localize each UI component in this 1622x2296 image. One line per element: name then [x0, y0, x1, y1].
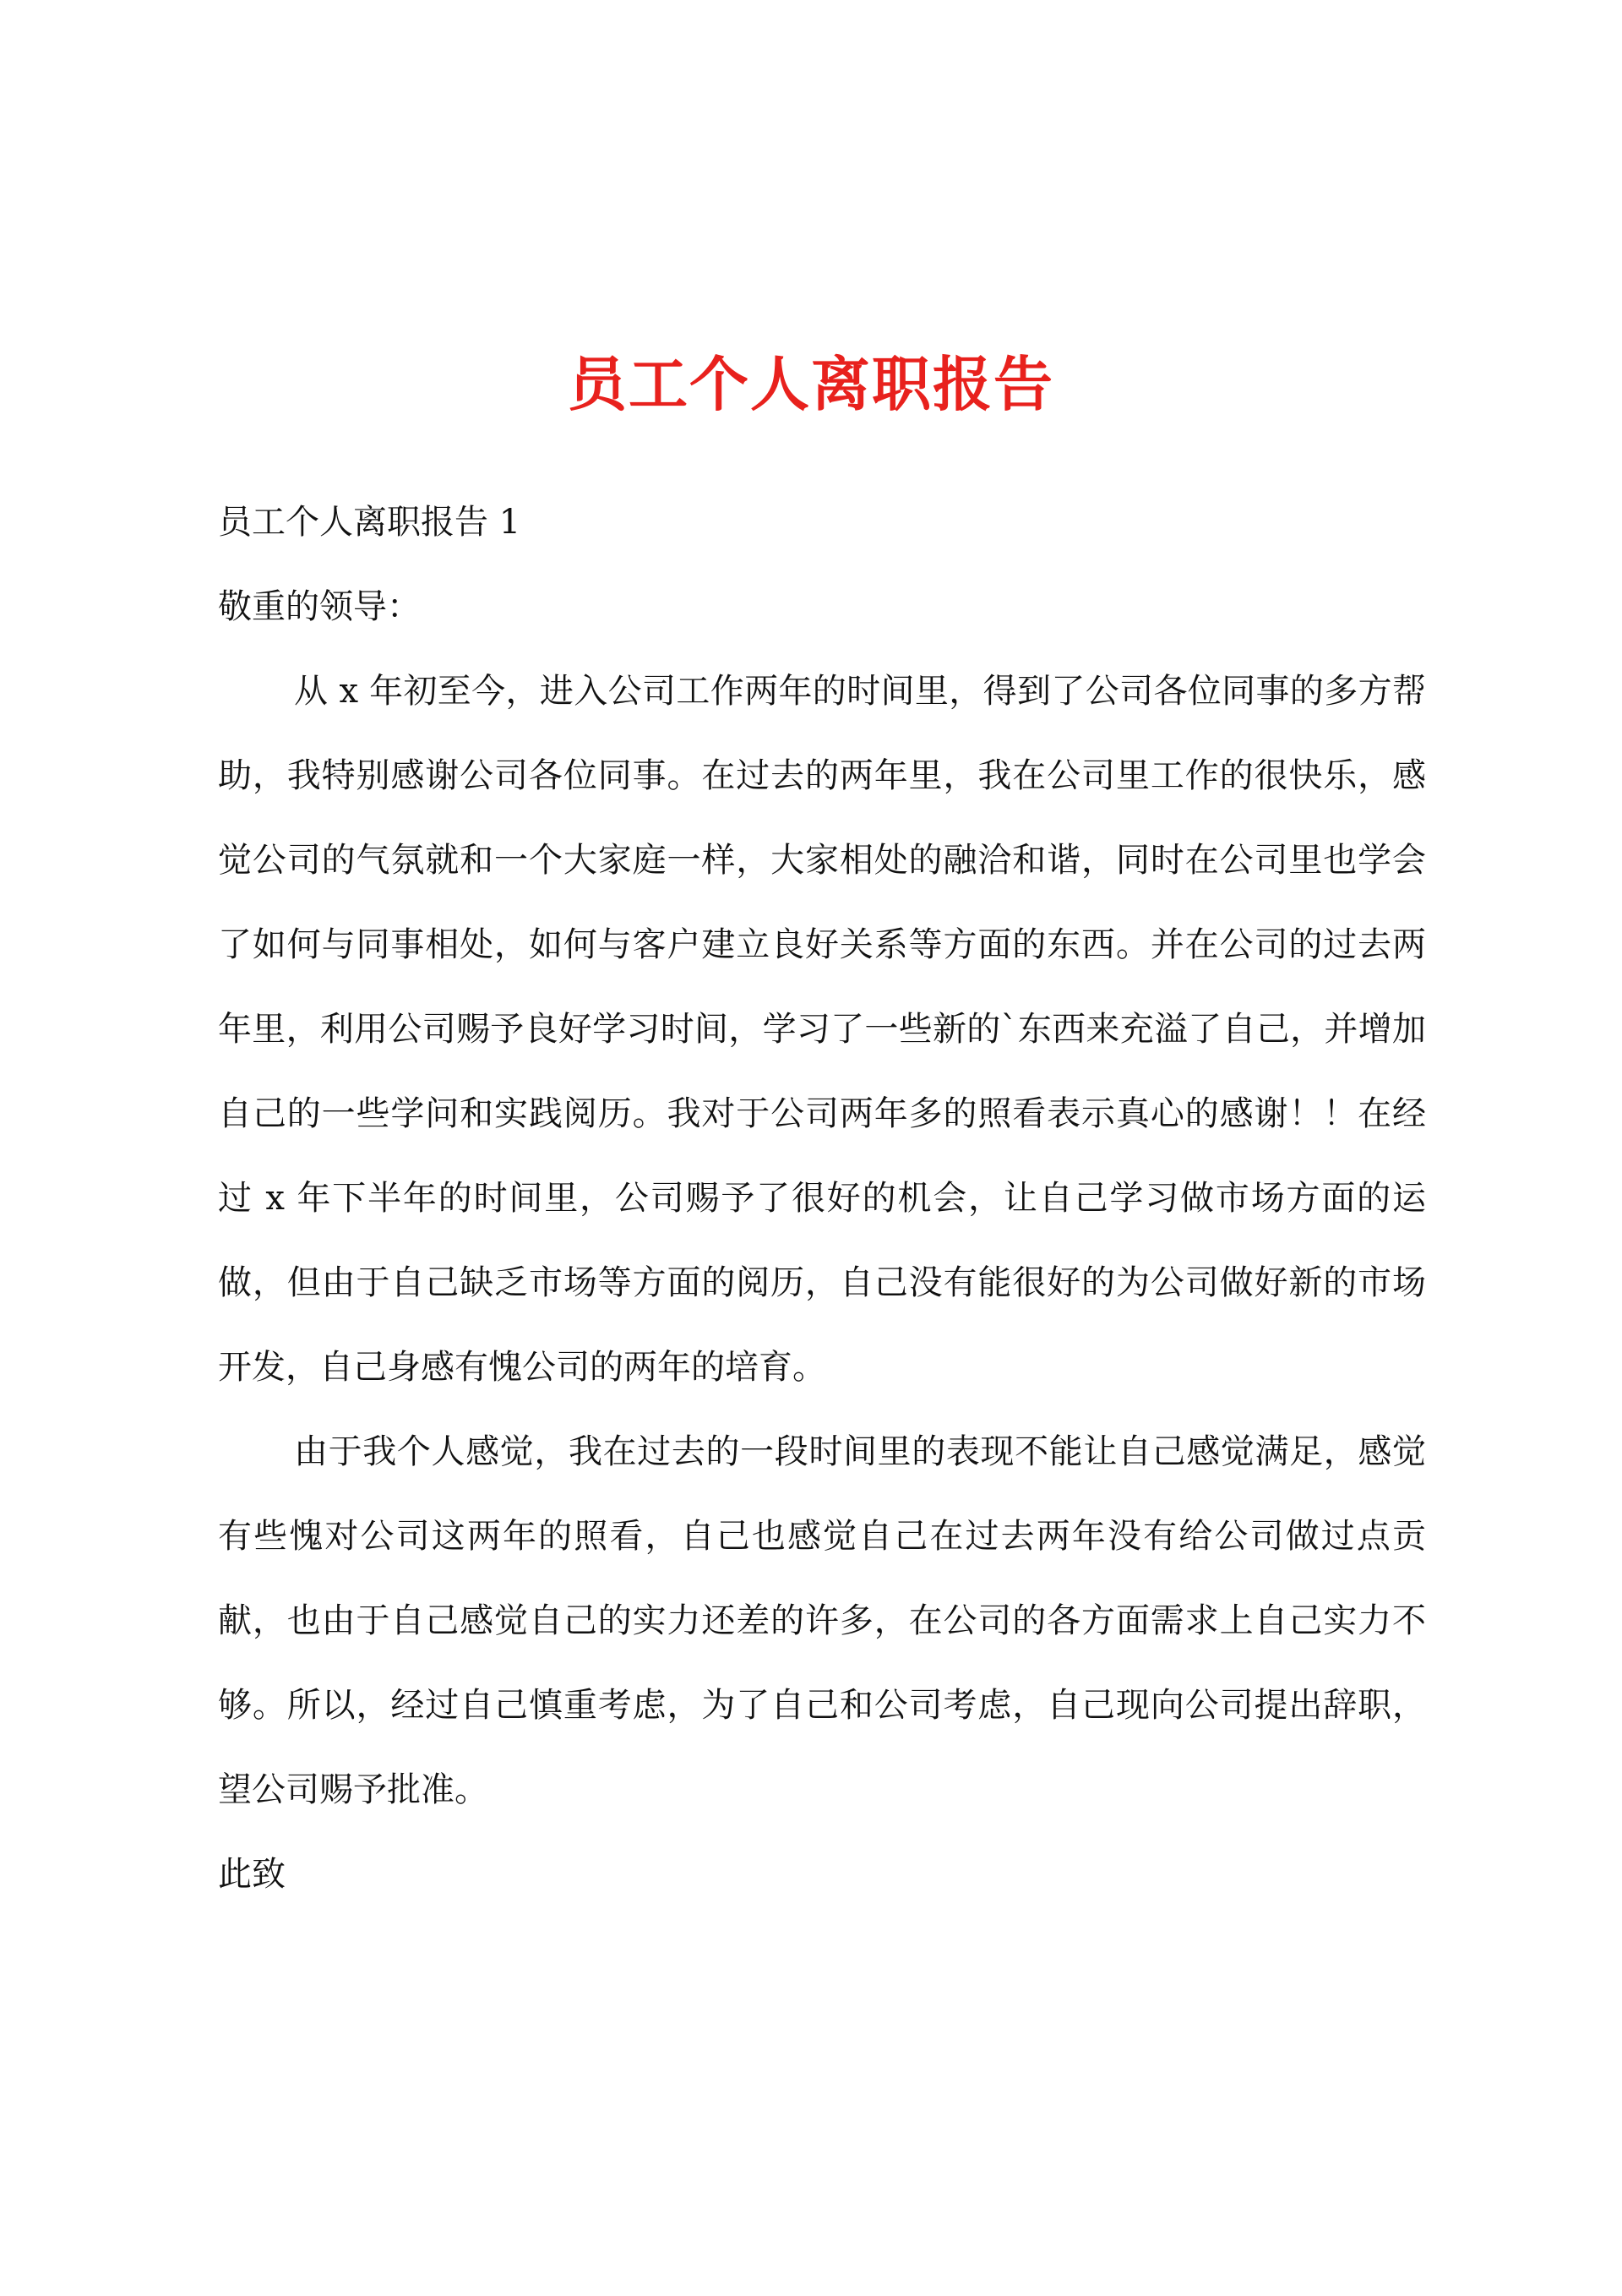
paragraph-1: 从 x 年初至今，进入公司工作两年的时间里，得到了公司各位同事的多方帮助，我特别感谢公司各位同事。在过去的两年里，我在公司里工作的很快乐，感觉公司的气氛就和一个大家庭一样，大家相处的融洽和谐，同时在公司里也学会了如何与同事相处，如何与客户建立良好关系等方面的东西。并在公司的过去两年里，利用公司赐予良好学习时间，学习了一些新的`东西来充溢了自己，并增加自己的一些学问和实践阅历。我对于公司两年多的照看表示真心的感谢！！在经过 x 年下半年的时间里，公司赐予了很好的机会，让自己学习做市场方面的运做，但由于自己缺乏市场等方面的阅历，自己没有能很好的为公司做好新的市场开发，自己身感有愧公司的两年的培育。: [218, 672, 1426, 1387]
document-subtitle: 员工个人离职报告 1: [218, 503, 521, 542]
closing: 此致: [218, 1855, 286, 1894]
salutation: 敬重的领导：: [218, 587, 421, 626]
paragraph-2: 由于我个人感觉，我在过去的一段时间里的表现不能让自己感觉满足，感觉有些愧对公司这两年的照看，自己也感觉自己在过去两年没有给公司做过点贡献，也由于自己感觉自己的实力还差的许多，在公司的各方面需求上自己实力不够。所以，经过自己慎重考虑，为了自己和公司考虑，自己现向公司提出辞职，望公司赐予批准。: [218, 1432, 1426, 1809]
document-body: [218, 480, 1434, 1917]
document-title: 员工个人离职报告: [568, 349, 1054, 419]
